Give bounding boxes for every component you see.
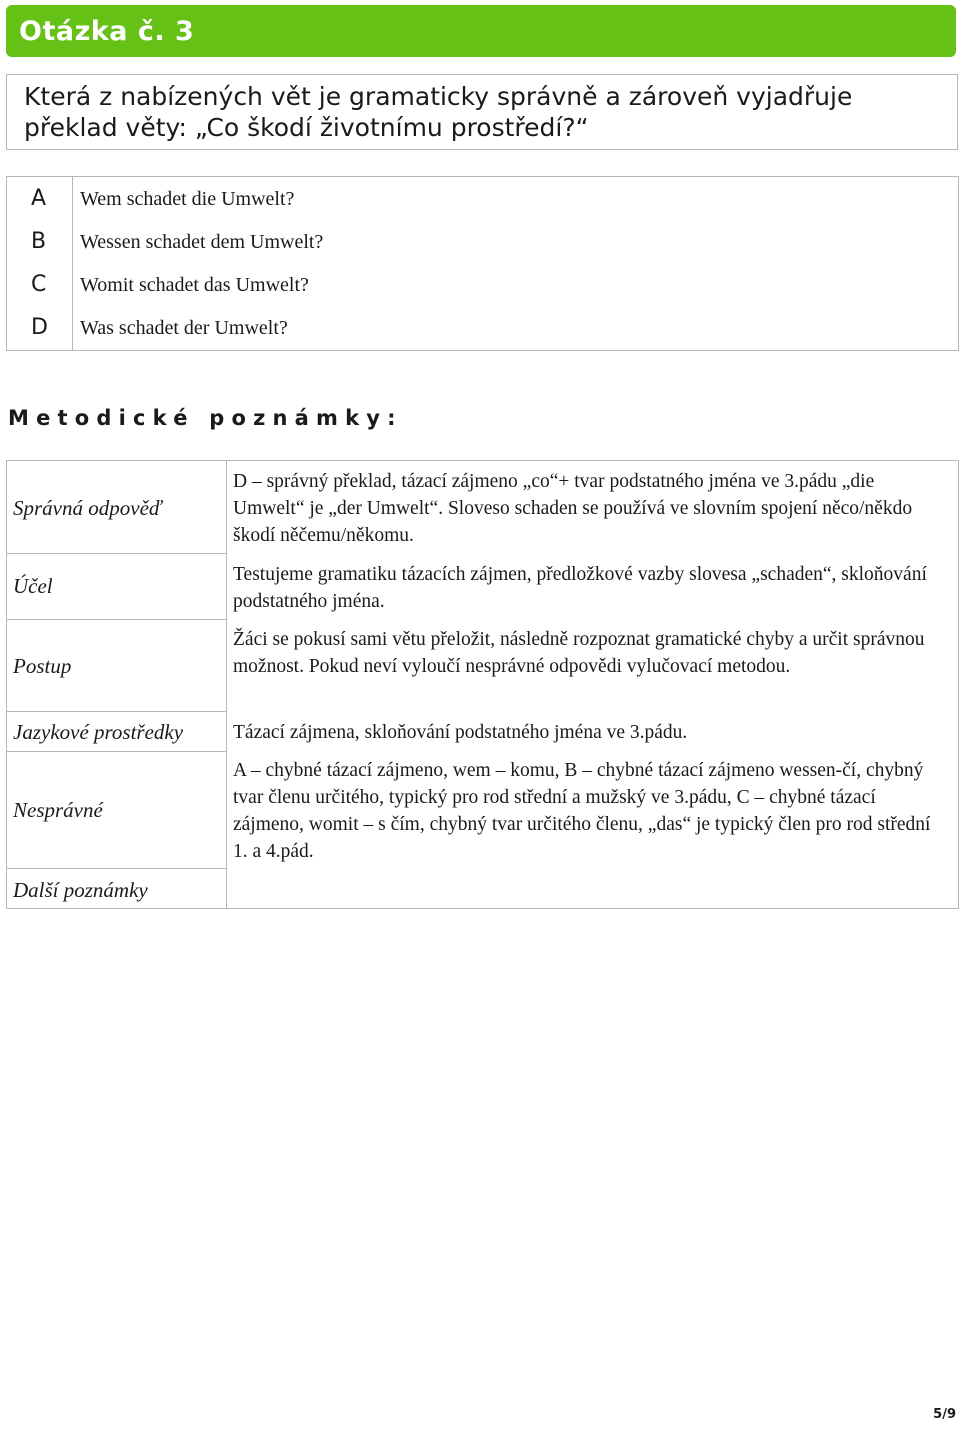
methodical-notes-table <box>6 460 959 909</box>
value-purpose: Testujeme gramatiku tázacích zájmen, předložkové vazby slovesa „schaden“, skloňování podstatného jména. <box>233 564 927 612</box>
option-text: Wem schadet die Umwelt? <box>80 188 295 210</box>
value-correct-answer: D – správný překlad, tázací zájmeno „co“+ tvar podstatného jména ve 3.pádu „die Umwelt“ je „der Umwelt“. Sloveso schaden se používá ve slovním spojení něco/někdo škodí něčemu/někomu. <box>233 471 913 546</box>
value-procedure: Žáci se pokusí sami větu přeložit, následně rozpoznat gramatické chyby a určit správnou možnost. Pokud neví vyloučí nesprávné odpovědi vylučovací metodou. <box>233 629 925 677</box>
label-purpose: Účel <box>13 574 53 598</box>
value-language-means: Tázací zájmena, skloňování podstatného jména ve 3.pádu. <box>233 722 688 743</box>
value-incorrect: A – chybné tázací zájmeno, wem – komu, B – chybné tázací zájmeno wessen-čí, chybný tvar členu určitého, typický pro rod střední a mužský ve 3.pádu, C – chybné tázací zájmeno, womit – s čím, chybný tvar určitého členu, „das“ je typický člen pro rod střední 1. a 4.pád. <box>233 760 931 862</box>
label-cell-divider <box>7 553 227 554</box>
label-other-notes: Další poznámky <box>13 878 148 902</box>
label-cell-divider <box>7 711 227 712</box>
notes-column-divider <box>226 461 227 908</box>
question-text: Která z nabízených vět je gramaticky správně a zároveň vyjadřuje překlad věty: „Co škodí životnímu prostředí?“ <box>24 82 853 142</box>
label-correct-answer: Správná odpověď <box>13 496 162 520</box>
answer-option-b <box>7 221 958 264</box>
label-incorrect: Nesprávné <box>13 798 103 822</box>
option-letter: A <box>31 186 47 211</box>
option-letter: D <box>31 315 48 340</box>
label-procedure: Postup <box>13 654 72 678</box>
label-cell-divider <box>7 868 227 869</box>
methodical-notes-heading: Metodické poznámky: <box>8 406 403 430</box>
answer-options <box>6 176 959 351</box>
question-number-title: Otázka č. 3 <box>19 16 195 47</box>
answer-option-d <box>7 307 958 350</box>
label-cell-divider <box>7 751 227 752</box>
page-number: 5/9 <box>933 1407 956 1422</box>
question-box <box>6 74 958 150</box>
label-cell-divider <box>7 619 227 620</box>
option-letter: C <box>31 272 47 297</box>
question-header-bar <box>6 5 956 57</box>
answer-option-a <box>7 178 958 221</box>
option-text: Was schadet der Umwelt? <box>80 317 288 339</box>
label-language-means: Jazykové prostředky <box>13 720 184 744</box>
option-letter: B <box>31 229 47 254</box>
answer-option-c <box>7 264 958 307</box>
option-text: Womit schadet das Umwelt? <box>80 274 309 296</box>
option-text: Wessen schadet dem Umwelt? <box>80 231 324 253</box>
